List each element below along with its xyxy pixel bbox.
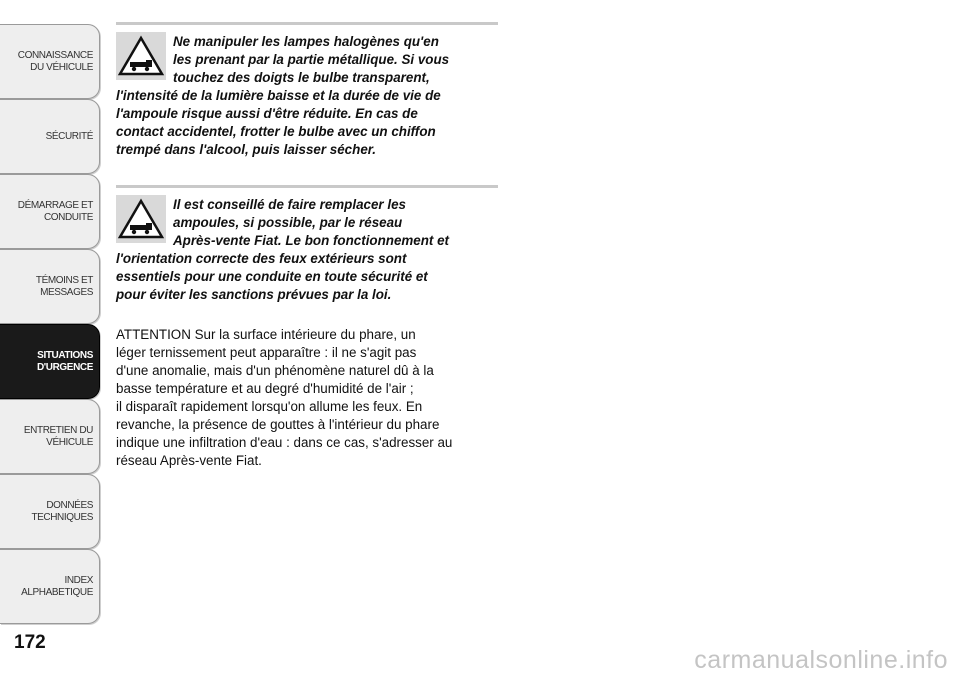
tab-label-line2: ALPHABETIQUE (21, 586, 93, 598)
tab-donnees-techniques[interactable] (0, 474, 100, 549)
text-line: essentiels pour une conduite en toute sécurité et (116, 269, 428, 284)
section-divider (116, 185, 498, 188)
tab-label-line2: DU VÉHICULE (30, 61, 93, 73)
text-line: ATTENTION Sur la surface intérieure du phare, un (116, 327, 416, 342)
text-line: l'intensité de la lumière baisse et la durée de vie de (116, 88, 441, 103)
text-line: touchez des doigts le bulbe transparent, (173, 70, 430, 85)
tab-label-line1: SITUATIONS (37, 349, 93, 361)
text-line: l'orientation correcte des feux extérieurs sont (116, 251, 407, 266)
section-tabs (0, 24, 100, 624)
warning-text (116, 196, 498, 304)
tab-label-line1: DÉMARRAGE ET (17, 199, 93, 211)
tab-label-line1: SÉCURITÉ (45, 130, 93, 142)
warning-block-replacement (116, 185, 498, 304)
text-line: l'ampoule risque aussi d'être réduite. En cas de (116, 106, 418, 121)
text-line: Il est conseillé de faire remplacer les (173, 197, 406, 212)
page-content (116, 22, 498, 470)
tab-label-line1: TÉMOINS ET (35, 274, 93, 286)
tab-label-line1: DONNÉES (46, 499, 93, 511)
text-line: léger ternissement peut apparaître : il ne s'agit pas (116, 345, 417, 360)
text-line: basse température et au degré d'humidité de l'air ; (116, 381, 414, 396)
tab-demarrage-et-conduite[interactable] (0, 174, 100, 249)
attention-paragraph (116, 326, 498, 470)
tab-temoins-et-messages[interactable] (0, 249, 100, 324)
section-divider (116, 22, 498, 25)
site-watermark: carmanualsonline.info (694, 646, 948, 674)
tab-index-alphabetique[interactable] (0, 549, 100, 624)
tab-situations-durgence[interactable] (0, 324, 100, 399)
text-line: il disparaît rapidement lorsqu'on allume les feux. En (116, 399, 423, 414)
text-line: Ne manipuler les lampes halogènes qu'en (173, 34, 439, 49)
warning-block-halogen (116, 22, 498, 159)
page-number: 172 (14, 632, 46, 653)
tab-connaissance-du-vehicule[interactable] (0, 24, 100, 99)
text-line: contact accidentel, frotter le bulbe avec un chiffon (116, 124, 436, 139)
text-line: les prenant par la partie métallique. Si vous (173, 52, 450, 67)
warning-text (116, 33, 498, 159)
tab-securite[interactable] (0, 99, 100, 174)
text-line: pour éviter les sanctions prévues par la loi. (116, 287, 392, 302)
tab-label-line2: CONDUITE (43, 211, 93, 223)
tab-label-line2: D'URGENCE (36, 361, 93, 373)
text-line: réseau Après-vente Fiat. (116, 453, 262, 468)
tab-label-line1: ENTRETIEN DU (23, 424, 93, 436)
warning-triangle-icon (116, 32, 166, 80)
text-line: trempé dans l'alcool, puis laisser sécher. (116, 142, 376, 157)
text-line: indique une infiltration d'eau : dans ce cas, s'adresser au (116, 435, 453, 450)
tab-label-line2: VÉHICULE (46, 436, 93, 448)
tab-label-line1: INDEX (64, 574, 93, 586)
text-line: Après-vente Fiat. Le bon fonctionnement et (173, 233, 450, 248)
warning-triangle-icon (116, 195, 166, 243)
text-line: ampoules, si possible, par le réseau (173, 215, 403, 230)
tab-label-line2: MESSAGES (40, 286, 93, 298)
tab-label-line1: CONNAISSANCE (17, 49, 93, 61)
tab-label-line2: TECHNIQUES (31, 511, 93, 523)
tab-entretien-du-vehicule[interactable] (0, 399, 100, 474)
text-line: d'une anomalie, mais d'un phénomène naturel dû à la (116, 363, 434, 378)
text-line: revanche, la présence de gouttes à l'intérieur du phare (116, 417, 440, 432)
